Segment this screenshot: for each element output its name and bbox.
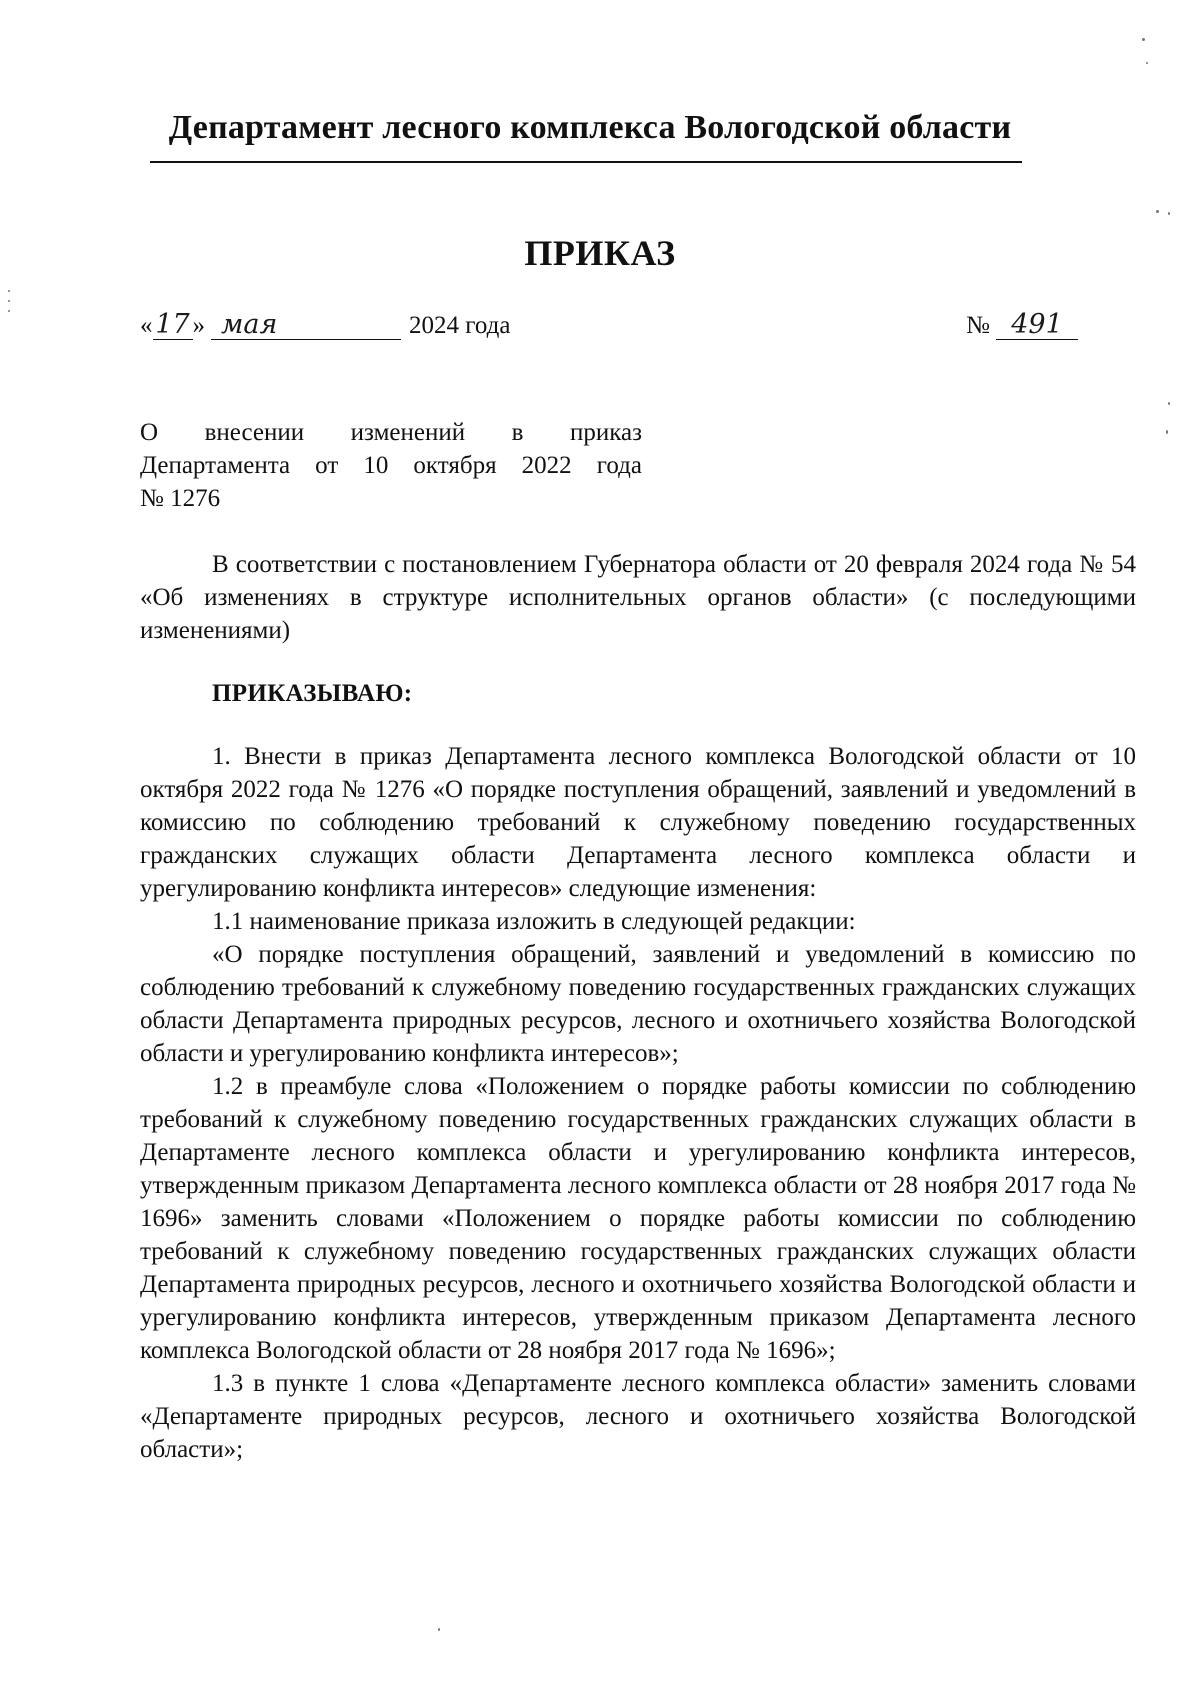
basis-text: В соответствии с постановлением Губернатора области от 20 февраля 2024 года № 54 «Об изменениях в структуре исполнительных органов области» (с последующими изменениями) bbox=[140, 551, 1136, 644]
scan-speck bbox=[1168, 402, 1170, 405]
subject-line-2: Департамента от 10 октября 2022 года bbox=[140, 452, 642, 479]
subject-line-3: № 1276 bbox=[140, 485, 221, 512]
date-month-handwritten: мая bbox=[211, 311, 401, 340]
order-subject bbox=[140, 416, 642, 515]
subject-line-1: О внесении изменений в приказ bbox=[140, 419, 642, 446]
order-items bbox=[140, 740, 1136, 1466]
legal-basis-paragraph bbox=[140, 548, 1136, 647]
date-open-quote: « bbox=[140, 312, 153, 339]
item-1-1: 1.1 наименование приказа изложить в следующей редакции: bbox=[212, 908, 856, 935]
item-1-2: 1.2 в преамбуле слова «Положением о порядке работы комиссии по соблюдению требований к служебному поведению государственных гражданских служащих области в Департаменте лесного комплекса области и урегулированию конфликта интересов, утвержденным приказом Департамента лесного комплекса области от 28 ноября 2017 года № 1696» заменить словами «Положением о порядке работы комиссии по соблюдению требований к служебному поведению государственных гражданских служащих области Департамента природных ресурсов, лесного и охотничьего хозяйства Вологодской области и урегулированию конфликта интересов, утвержденным приказом Департамента лесного комплекса Вологодской области от 28 ноября 2017 года № 1696»; bbox=[140, 1073, 1136, 1364]
order-number bbox=[966, 311, 1078, 340]
scan-speck bbox=[1156, 210, 1159, 213]
order-directive: ПРИКАЗЫВАЮ: bbox=[212, 680, 413, 707]
scan-speck bbox=[1142, 38, 1145, 41]
scan-speck bbox=[1166, 430, 1168, 434]
scan-speck bbox=[438, 1628, 440, 1631]
organization-title: Департамент лесного комплекса Вологодской области bbox=[168, 109, 1012, 146]
document-header bbox=[160, 106, 1020, 150]
scan-speck bbox=[8, 290, 10, 292]
date-day-handwritten: 17 bbox=[153, 311, 193, 340]
scan-speck bbox=[8, 300, 10, 302]
scan-speck bbox=[1146, 62, 1148, 64]
document-type-title: ПРИКАЗ bbox=[524, 233, 676, 273]
header-underline bbox=[150, 161, 1022, 163]
date-close-quote: » bbox=[192, 312, 205, 339]
item-1: 1. Внести в приказ Департамента лесного комплекса Вологодской области от 10 октября 2022 года № 1276 «О порядке поступления обращений, заявлений и уведомлений в комиссию по соблюдению требований к служебному поведению государственных гражданских служащих области Департамента лесного комплекса области и урегулированию конфликта интересов» следующие изменения: bbox=[140, 743, 1136, 902]
date-year: 2024 года bbox=[409, 312, 511, 339]
scan-speck bbox=[8, 310, 10, 312]
scan-speck bbox=[1168, 212, 1170, 215]
number-sign: № bbox=[966, 312, 990, 339]
order-date bbox=[140, 311, 510, 340]
item-1-1-text: «О порядке поступления обращений, заявлений и уведомлений в комиссию по соблюдению требований к служебному поведению государственных гражданских служащих области Департамента природных ресурсов, лесного и охотничьего хозяйства Вологодской области и урегулированию конфликта интересов»; bbox=[140, 941, 1136, 1067]
number-handwritten: 491 bbox=[996, 311, 1078, 340]
item-1-3: 1.3 в пункте 1 слова «Департаменте лесного комплекса области» заменить словами «Департаменте природных ресурсов, лесного и охотничьего хозяйства Вологодской области»; bbox=[140, 1370, 1136, 1463]
